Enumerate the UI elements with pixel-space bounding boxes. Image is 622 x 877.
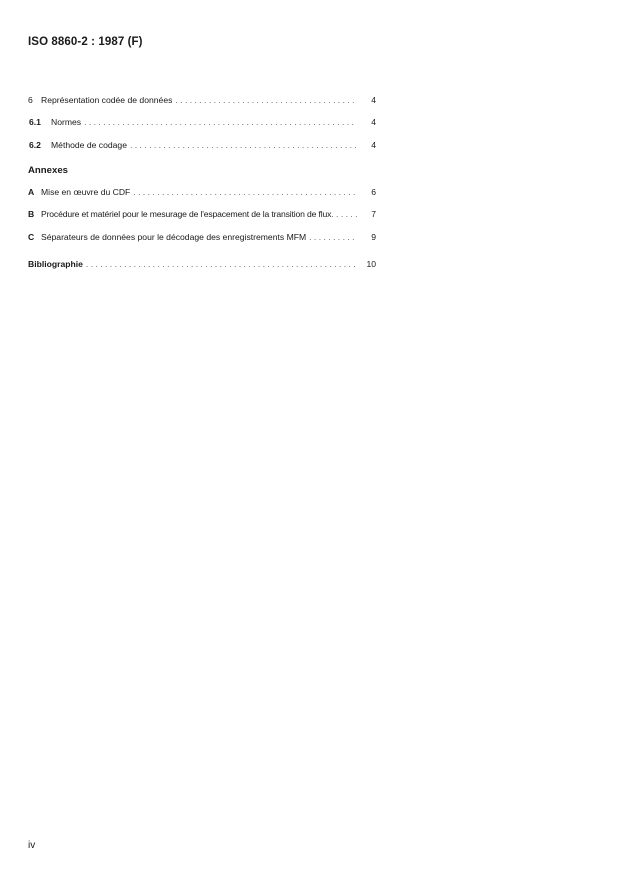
page-number: iv [28,840,36,851]
toc-entry-title: Méthode de codage [51,140,127,150]
toc-entry-page: 4 [371,117,376,127]
document-header: ISO 8860-2 : 1987 (F) [28,36,143,48]
dot-leader [331,209,358,220]
toc-entry-number: 6.1 [29,117,41,127]
toc-entry-number: 6.2 [29,140,41,150]
toc-entry-number: 6 [28,95,33,105]
annex-entry [28,187,376,198]
annex-heading: Annexes [28,165,68,176]
toc-entry [28,95,376,106]
dot-leader [175,95,356,106]
bibliography-entry [28,259,376,270]
dot-leader [84,117,356,128]
bibliography-title: Bibliographie [28,259,83,269]
toc-entry-page: 4 [371,140,376,150]
toc-entry-title: Normes [51,117,82,127]
annex-page: 9 [371,232,376,242]
annex-letter: B [28,209,35,219]
annex-page: 7 [371,209,376,219]
annex-page: 6 [371,187,376,197]
dot-leader [86,259,356,270]
annex-entry [28,209,376,220]
bibliography-page: 10 [366,259,376,269]
annex-title: Procédure et matériel pour le mesurage de l'espacement de la transition de flux [41,209,332,219]
toc-entry-title: Représentation codée de données [41,95,173,105]
annex-title: Mise en œuvre du CDF [41,187,131,197]
annex-letter: A [28,187,35,197]
toc-entry-page: 4 [371,95,376,105]
annex-entry [28,232,376,243]
dot-leader [130,140,356,151]
dot-leader [309,232,356,243]
annex-title: Séparateurs de données pour le décodage des enregistrements MFM [41,232,307,242]
dot-leader [133,187,356,198]
annex-letter: C [28,232,35,242]
toc-subentry [28,140,376,151]
toc-subentry [28,117,376,128]
